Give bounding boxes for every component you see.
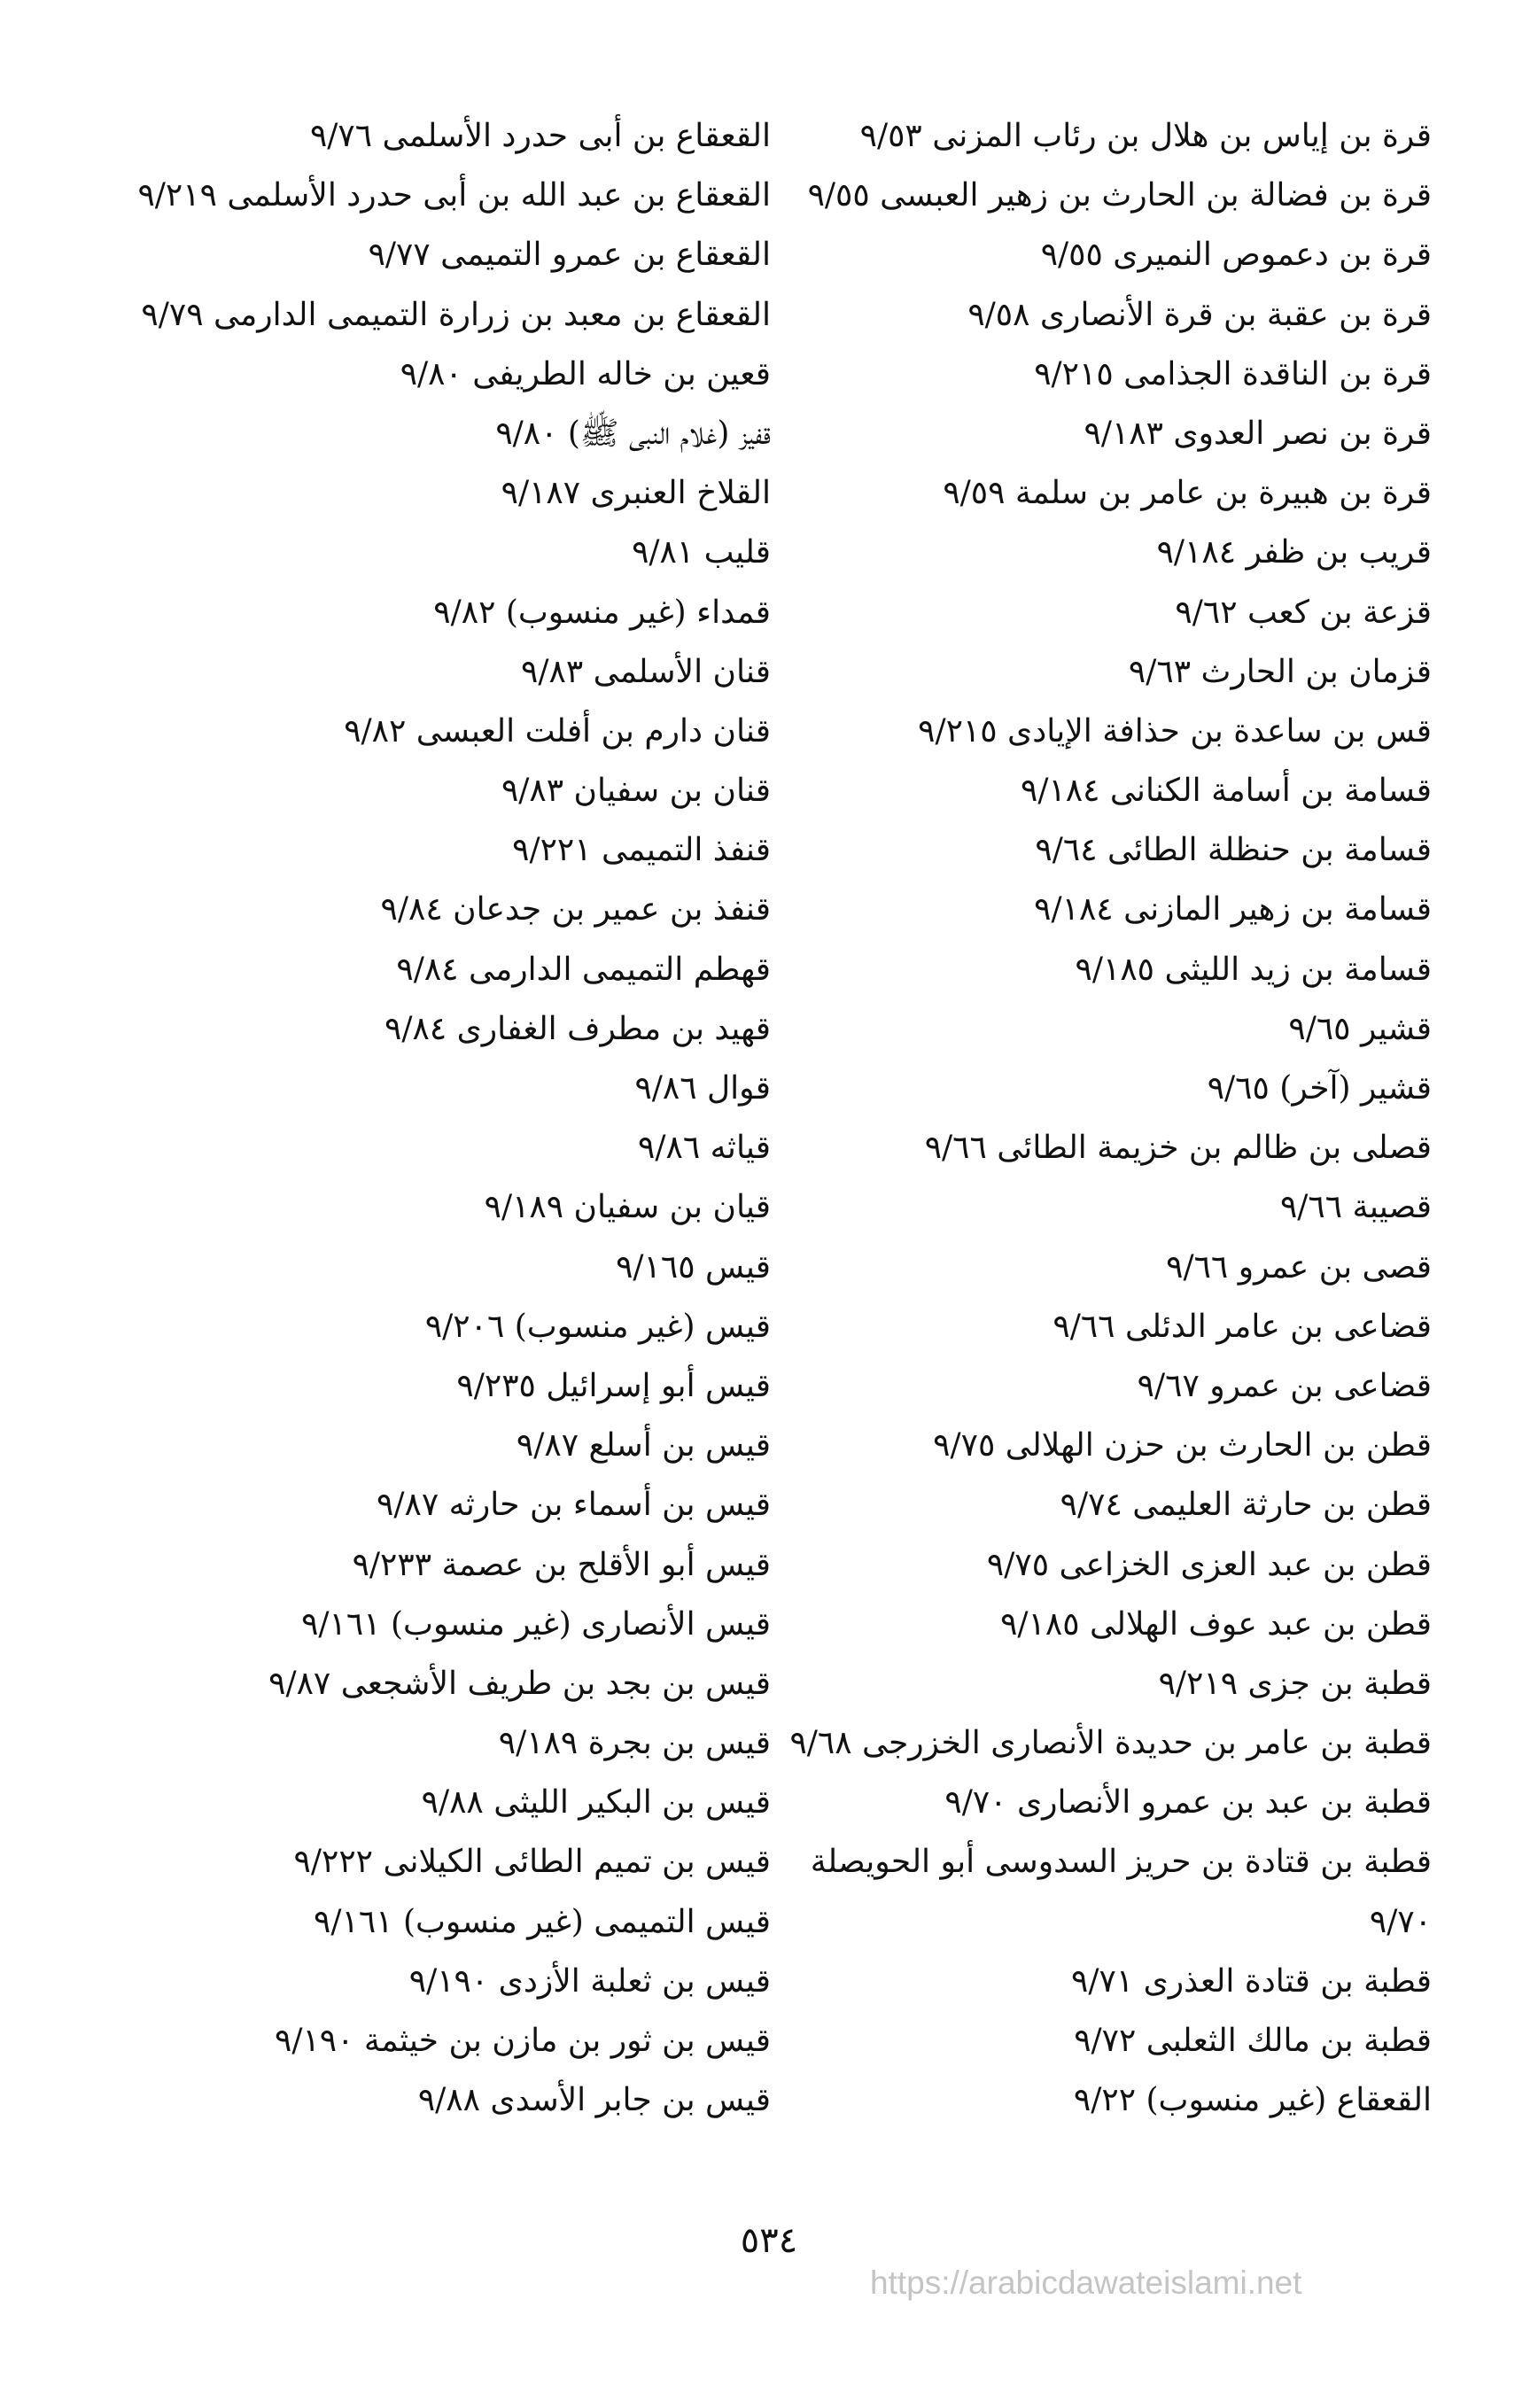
index-entry: قيس بن أسماء بن حارثه ٩/٨٧ bbox=[377, 1487, 771, 1524]
index-column-left bbox=[115, 106, 771, 2130]
index-entry: قيان بن سفيان ٩/١٨٩ bbox=[484, 1189, 771, 1226]
index-entry: قسامة بن حنظلة الطائى ٩/٦٤ bbox=[1035, 832, 1432, 869]
index-entry: قطن بن عبد عوف الهلالى ٩/١٨٥ bbox=[1000, 1605, 1432, 1643]
index-entry: قفيز (غلام النبى ﷺ) ٩/٨٠ bbox=[495, 415, 771, 452]
index-entry: قيس بن بجد بن طريف الأشجعى ٩/٨٧ bbox=[268, 1665, 771, 1702]
index-entry: القلاخ العنبرى ٩/١٨٧ bbox=[501, 475, 771, 512]
index-entry: قنفذ بن عمير بن جدعان ٩/٨٤ bbox=[380, 891, 771, 928]
index-entry: قشير ٩/٦٥ bbox=[1288, 1010, 1432, 1047]
index-entry: قصيبة ٩/٦٦ bbox=[1279, 1189, 1432, 1226]
index-entry: قنان بن سفيان ٩/٨٣ bbox=[501, 773, 771, 810]
index-entry: قسامة بن أسامة الكنانى ٩/١٨٤ bbox=[1021, 773, 1432, 810]
index-entry: قيس أبو الأقلح بن عصمة ٩/٢٣٣ bbox=[352, 1546, 771, 1583]
index-entry: قطبة بن قتادة العذرى ٩/٧١ bbox=[1071, 1962, 1432, 2000]
index-entry: قعين بن خاله الطريفى ٩/٨٠ bbox=[400, 355, 771, 392]
index-entry: قطبة بن عبد بن عمرو الأنصارى ٩/٧٠ bbox=[944, 1784, 1432, 1822]
index-entry: قسامة بن زيد الليثى ٩/١٨٥ bbox=[1075, 951, 1432, 988]
index-entry: قزعة بن كعب ٩/٦٢ bbox=[1175, 594, 1432, 631]
index-entry: قطبة بن عامر بن حديدة الأنصارى الخزرجى ٩/٦٨ bbox=[789, 1725, 1432, 1762]
index-entry: القعقاع بن أبى حدرد الأسلمى ٩/٧٦ bbox=[309, 118, 771, 154]
index-column-right bbox=[776, 106, 1432, 2130]
index-entry: قليب ٩/٨١ bbox=[632, 534, 771, 571]
index-entry: قيس بن بجرة ٩/١٨٩ bbox=[498, 1725, 771, 1762]
index-entry: قيس التميمى (غير منسوب) ٩/١٦١ bbox=[314, 1903, 771, 1940]
index-entry: قوال ٩/٨٦ bbox=[634, 1070, 771, 1107]
index-entry: قطبة بن جزى ٩/٢١٩ bbox=[1158, 1665, 1432, 1702]
index-entry: قهطم التميمى الدارمى ٩/٨٤ bbox=[396, 951, 771, 988]
index-entry: قرة بن إياس بن هلال بن رئاب المزنى ٩/٥٣ bbox=[859, 118, 1432, 154]
index-entry: قصى بن عمرو ٩/٦٦ bbox=[1166, 1248, 1432, 1286]
index-entry: قمداء (غير منسوب) ٩/٨٢ bbox=[433, 594, 771, 631]
index-entry: القعقاع (غير منسوب) ٩/٢٢ bbox=[1073, 2082, 1432, 2119]
index-entry: قس بن ساعدة بن حذافة الإيادى ٩/٢١٥ bbox=[918, 712, 1432, 750]
index-entry: قهيد بن مطرف الغفارى ٩/٨٤ bbox=[384, 1010, 771, 1047]
index-entry: قطن بن عبد العزى الخزاعى ٩/٧٥ bbox=[986, 1546, 1432, 1583]
index-entry: قيس ٩/١٦٥ bbox=[616, 1248, 771, 1286]
index-entry: قسامة بن زهير المازنى ٩/١٨٤ bbox=[1034, 891, 1432, 928]
index-entry: قيس أبو إسرائيل ٩/٢٣٥ bbox=[456, 1367, 771, 1404]
index-entry: قصلى بن ظالم بن خزيمة الطائى ٩/٦٦ bbox=[924, 1130, 1432, 1167]
index-entry: قرة بن فضالة بن الحارث بن زهير العبسى ٩/٥٥ bbox=[807, 177, 1432, 214]
index-entry: قنفذ التميمى ٩/٢٢١ bbox=[512, 832, 771, 869]
index-entry: القعقاع بن معبد بن زرارة التميمى الدارمى ٩/٧٩ bbox=[141, 296, 771, 333]
index-entry: قنان دارم بن أفلت العبسى ٩/٨٢ bbox=[344, 712, 771, 750]
index-entry: القعقاع بن عبد الله بن أبى حدرد الأسلمى ٩/٢١٩ bbox=[137, 177, 771, 214]
index-entry: قضاعى بن عامر الدئلى ٩/٦٦ bbox=[1053, 1308, 1432, 1345]
index-entry: قطبة بن قتادة بن حريز السدوسى أبو الحويصلة ٩/٧٠ bbox=[810, 1844, 1432, 1940]
index-entry: قياثه ٩/٨٦ bbox=[638, 1130, 771, 1167]
index-entry: قرة بن الناقدة الجذامى ٩/٢١٥ bbox=[1034, 355, 1432, 392]
index-entry: قضاعى بن عمرو ٩/٦٧ bbox=[1137, 1367, 1432, 1404]
index-entry: قيس بن تميم الطائى الكيلانى ٩/٢٢٢ bbox=[293, 1844, 771, 1881]
index-entry: قيس (غير منسوب) ٩/٢٠٦ bbox=[424, 1308, 771, 1345]
index-entry: قيس بن جابر الأسدى ٩/٨٨ bbox=[417, 2082, 771, 2119]
index-entry: قرة بن دعموص النميرى ٩/٥٥ bbox=[1040, 237, 1432, 274]
index-entry: قيس بن ثعلبة الأزدى ٩/١٩٠ bbox=[408, 1962, 771, 2000]
index-entry: قرة بن عقبة بن قرة الأنصارى ٩/٥٨ bbox=[967, 296, 1432, 333]
index-entry: قرة بن هبيرة بن عامر بن سلمة ٩/٥٩ bbox=[943, 475, 1432, 512]
index-entry: قطن بن الحارث بن حزن الهلالى ٩/٧٥ bbox=[933, 1427, 1432, 1464]
index-entry: قريب بن ظفر ٩/١٨٤ bbox=[1156, 534, 1432, 571]
page-number: ٥٣٤ bbox=[740, 2220, 798, 2261]
index-entry: قيس بن البكير الليثى ٩/٨٨ bbox=[421, 1784, 771, 1822]
index-entry: قرة بن نصر العدوى ٩/١٨٣ bbox=[1084, 415, 1432, 452]
index-entry: قيس بن أسلع ٩/٨٧ bbox=[516, 1427, 771, 1464]
index-entry: قطن بن حارثة العليمى ٩/٧٤ bbox=[1060, 1487, 1432, 1524]
index-entry: قطبة بن مالك الثعلبى ٩/٧٢ bbox=[1074, 2023, 1432, 2060]
index-entry: قشير (آخر) ٩/٦٥ bbox=[1207, 1070, 1432, 1107]
watermark-url: https://arabicdawateislami.net bbox=[870, 2264, 1302, 2301]
index-entry: قيس بن ثور بن مازن بن خيثمة ٩/١٩٠ bbox=[275, 2023, 771, 2059]
index-entry: قنان الأسلمى ٩/٨٣ bbox=[521, 653, 771, 690]
index-entry: قزمان بن الحارث ٩/٦٣ bbox=[1128, 653, 1432, 690]
index-entry: قيس الأنصارى (غير منسوب) ٩/١٦١ bbox=[301, 1605, 771, 1643]
index-entry: القعقاع بن عمرو التميمى ٩/٧٧ bbox=[368, 237, 771, 274]
